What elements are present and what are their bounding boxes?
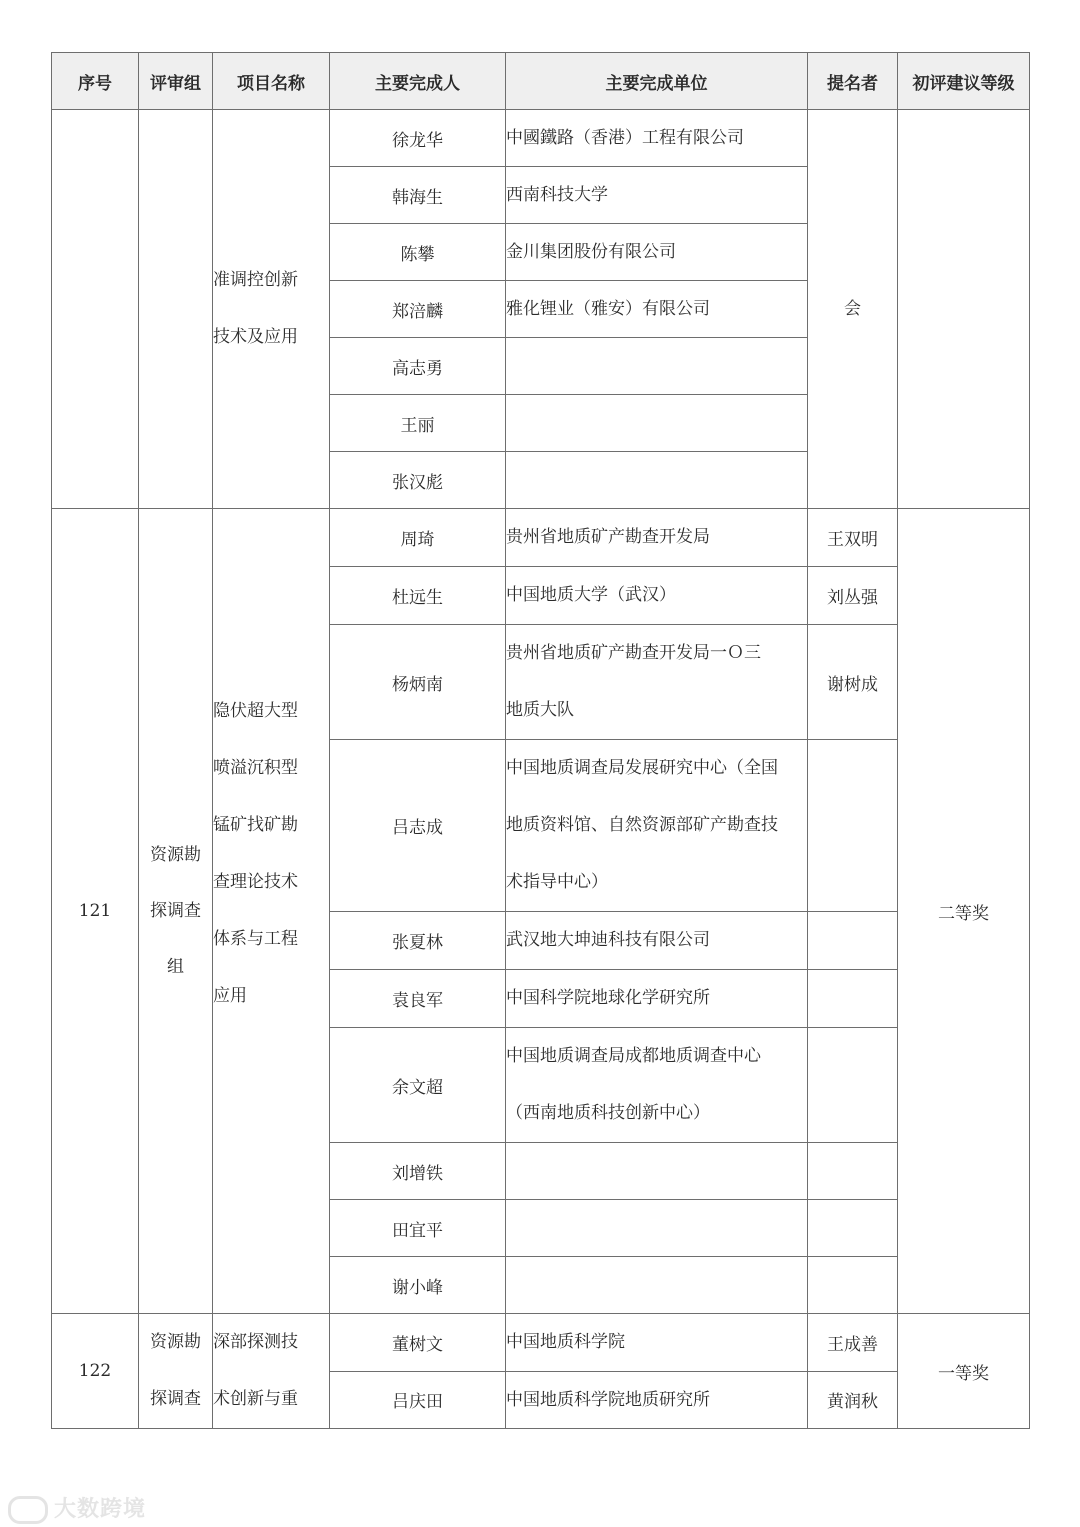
project-line: 应用 xyxy=(213,986,247,1006)
watermark-logo-icon xyxy=(8,1496,48,1524)
grade-cell xyxy=(898,110,1030,509)
person-cell: 杜远生 xyxy=(330,567,506,625)
table-row xyxy=(52,110,1030,167)
group-line: 探调查 xyxy=(150,1389,201,1409)
person-cell: 谢小峰 xyxy=(330,1257,506,1314)
project-line: 准调控创新 xyxy=(213,270,298,290)
unit-cell xyxy=(506,740,808,912)
nominator-cell xyxy=(808,1028,898,1143)
nominator-cell xyxy=(808,970,898,1028)
person-cell: 张汉彪 xyxy=(330,452,506,509)
unit-line: 中国地质调查局发展研究中心（全国 xyxy=(506,758,778,778)
unit-cell xyxy=(506,567,808,625)
person-cell: 吕庆田 xyxy=(330,1371,506,1429)
person-cell: 袁良军 xyxy=(330,970,506,1028)
seq-cell: 122 xyxy=(52,1314,139,1429)
project-line: 术创新与重 xyxy=(213,1389,298,1409)
nominator-cell xyxy=(808,1257,898,1314)
unit-line: 中国科学院地球化学研究所 xyxy=(506,988,710,1008)
grade-cell: 一等奖 xyxy=(898,1314,1030,1429)
unit-line: 术指导中心） xyxy=(506,872,608,892)
unit-cell xyxy=(506,1200,808,1257)
unit-cell xyxy=(506,452,808,509)
person-cell: 韩海生 xyxy=(330,167,506,224)
header-project: 项目名称 xyxy=(213,53,330,110)
unit-cell xyxy=(506,1257,808,1314)
project-cell xyxy=(213,509,330,1314)
project-line: 喷溢沉积型 xyxy=(213,758,298,778)
group-line: 组 xyxy=(167,957,184,977)
unit-line: 贵州省地质矿产勘查开发局 xyxy=(506,527,710,547)
nominator-cell: 刘丛强 xyxy=(808,567,898,625)
project-line: 锰矿找矿勘 xyxy=(213,815,298,835)
header-grade: 初评建议等级 xyxy=(898,53,1030,110)
nominator-cell: 黄润秋 xyxy=(808,1371,898,1429)
group-line: 资源勘 xyxy=(150,1332,201,1352)
unit-cell xyxy=(506,338,808,395)
person-cell: 周琦 xyxy=(330,509,506,567)
header-nominator: 提名者 xyxy=(808,53,898,110)
unit-line: 贵州省地质矿产勘查开发局一Ｏ三 xyxy=(506,643,761,663)
person-cell: 杨炳南 xyxy=(330,625,506,740)
nominator-cell xyxy=(808,912,898,970)
seq-cell xyxy=(52,110,139,509)
project-line: 体系与工程 xyxy=(213,929,298,949)
award-table xyxy=(51,52,1030,1429)
person-cell: 陈攀 xyxy=(330,224,506,281)
person-cell: 吕志成 xyxy=(330,740,506,912)
person-cell: 田宜平 xyxy=(330,1200,506,1257)
unit-cell xyxy=(506,970,808,1028)
unit-line: 地质资料馆、自然资源部矿产勘查技 xyxy=(506,815,778,835)
nominator-cell: 王成善 xyxy=(808,1314,898,1372)
header-seq: 序号 xyxy=(52,53,139,110)
nominator-cell xyxy=(808,740,898,912)
unit-line: 中国地质大学（武汉） xyxy=(506,585,676,605)
person-cell: 高志勇 xyxy=(330,338,506,395)
nominator-cell xyxy=(808,1200,898,1257)
project-line: 深部探测技 xyxy=(213,1332,298,1352)
person-cell: 余文超 xyxy=(330,1028,506,1143)
nominator-cell: 王双明 xyxy=(808,509,898,567)
unit-cell: 金川集团股份有限公司 xyxy=(506,224,808,281)
unit-cell xyxy=(506,625,808,740)
group-cell xyxy=(139,1314,213,1429)
table-row xyxy=(52,509,1030,567)
unit-cell: 中国地质科学院地质研究所 xyxy=(506,1371,808,1429)
person-cell: 董树文 xyxy=(330,1314,506,1372)
person-cell: 王丽 xyxy=(330,395,506,452)
group-cell xyxy=(139,509,213,1314)
header-person: 主要完成人 xyxy=(330,53,506,110)
unit-cell xyxy=(506,912,808,970)
unit-cell xyxy=(506,1143,808,1200)
unit-cell: 雅化锂业（雅安）有限公司 xyxy=(506,281,808,338)
unit-cell: 中国地质科学院 xyxy=(506,1314,808,1372)
unit-cell xyxy=(506,509,808,567)
seq-cell: 121 xyxy=(52,509,139,1314)
group-line: 探调查 xyxy=(150,901,201,921)
project-line: 隐伏超大型 xyxy=(213,701,298,721)
person-cell: 张夏林 xyxy=(330,912,506,970)
header-row xyxy=(52,53,1030,110)
header-group: 评审组 xyxy=(139,53,213,110)
unit-cell: 西南科技大学 xyxy=(506,167,808,224)
table-row xyxy=(52,1314,1030,1372)
person-cell: 郑涪麟 xyxy=(330,281,506,338)
person-cell: 刘增铁 xyxy=(330,1143,506,1200)
watermark xyxy=(8,1492,146,1524)
unit-line: （西南地质科技创新中心） xyxy=(506,1103,710,1123)
nominator-cell xyxy=(808,1143,898,1200)
unit-cell xyxy=(506,395,808,452)
project-line: 查理论技术 xyxy=(213,872,298,892)
unit-cell xyxy=(506,1028,808,1143)
unit-line: 中国地质调查局成都地质调查中心 xyxy=(506,1046,761,1066)
project-line: 技术及应用 xyxy=(213,327,298,347)
person-cell: 徐龙华 xyxy=(330,110,506,167)
project-cell xyxy=(213,110,330,509)
unit-cell: 中國鐵路（香港）工程有限公司 xyxy=(506,110,808,167)
unit-line: 武汉地大坤迪科技有限公司 xyxy=(506,930,710,950)
nominator-cell: 会 xyxy=(808,110,898,509)
unit-line: 地质大队 xyxy=(506,700,574,720)
project-cell xyxy=(213,1314,330,1429)
nominator-cell: 谢树成 xyxy=(808,625,898,740)
watermark-text: 大数跨境 xyxy=(54,1497,147,1522)
group-line: 资源勘 xyxy=(150,845,201,865)
header-unit: 主要完成单位 xyxy=(506,53,808,110)
group-cell xyxy=(139,110,213,509)
grade-cell: 二等奖 xyxy=(898,509,1030,1314)
